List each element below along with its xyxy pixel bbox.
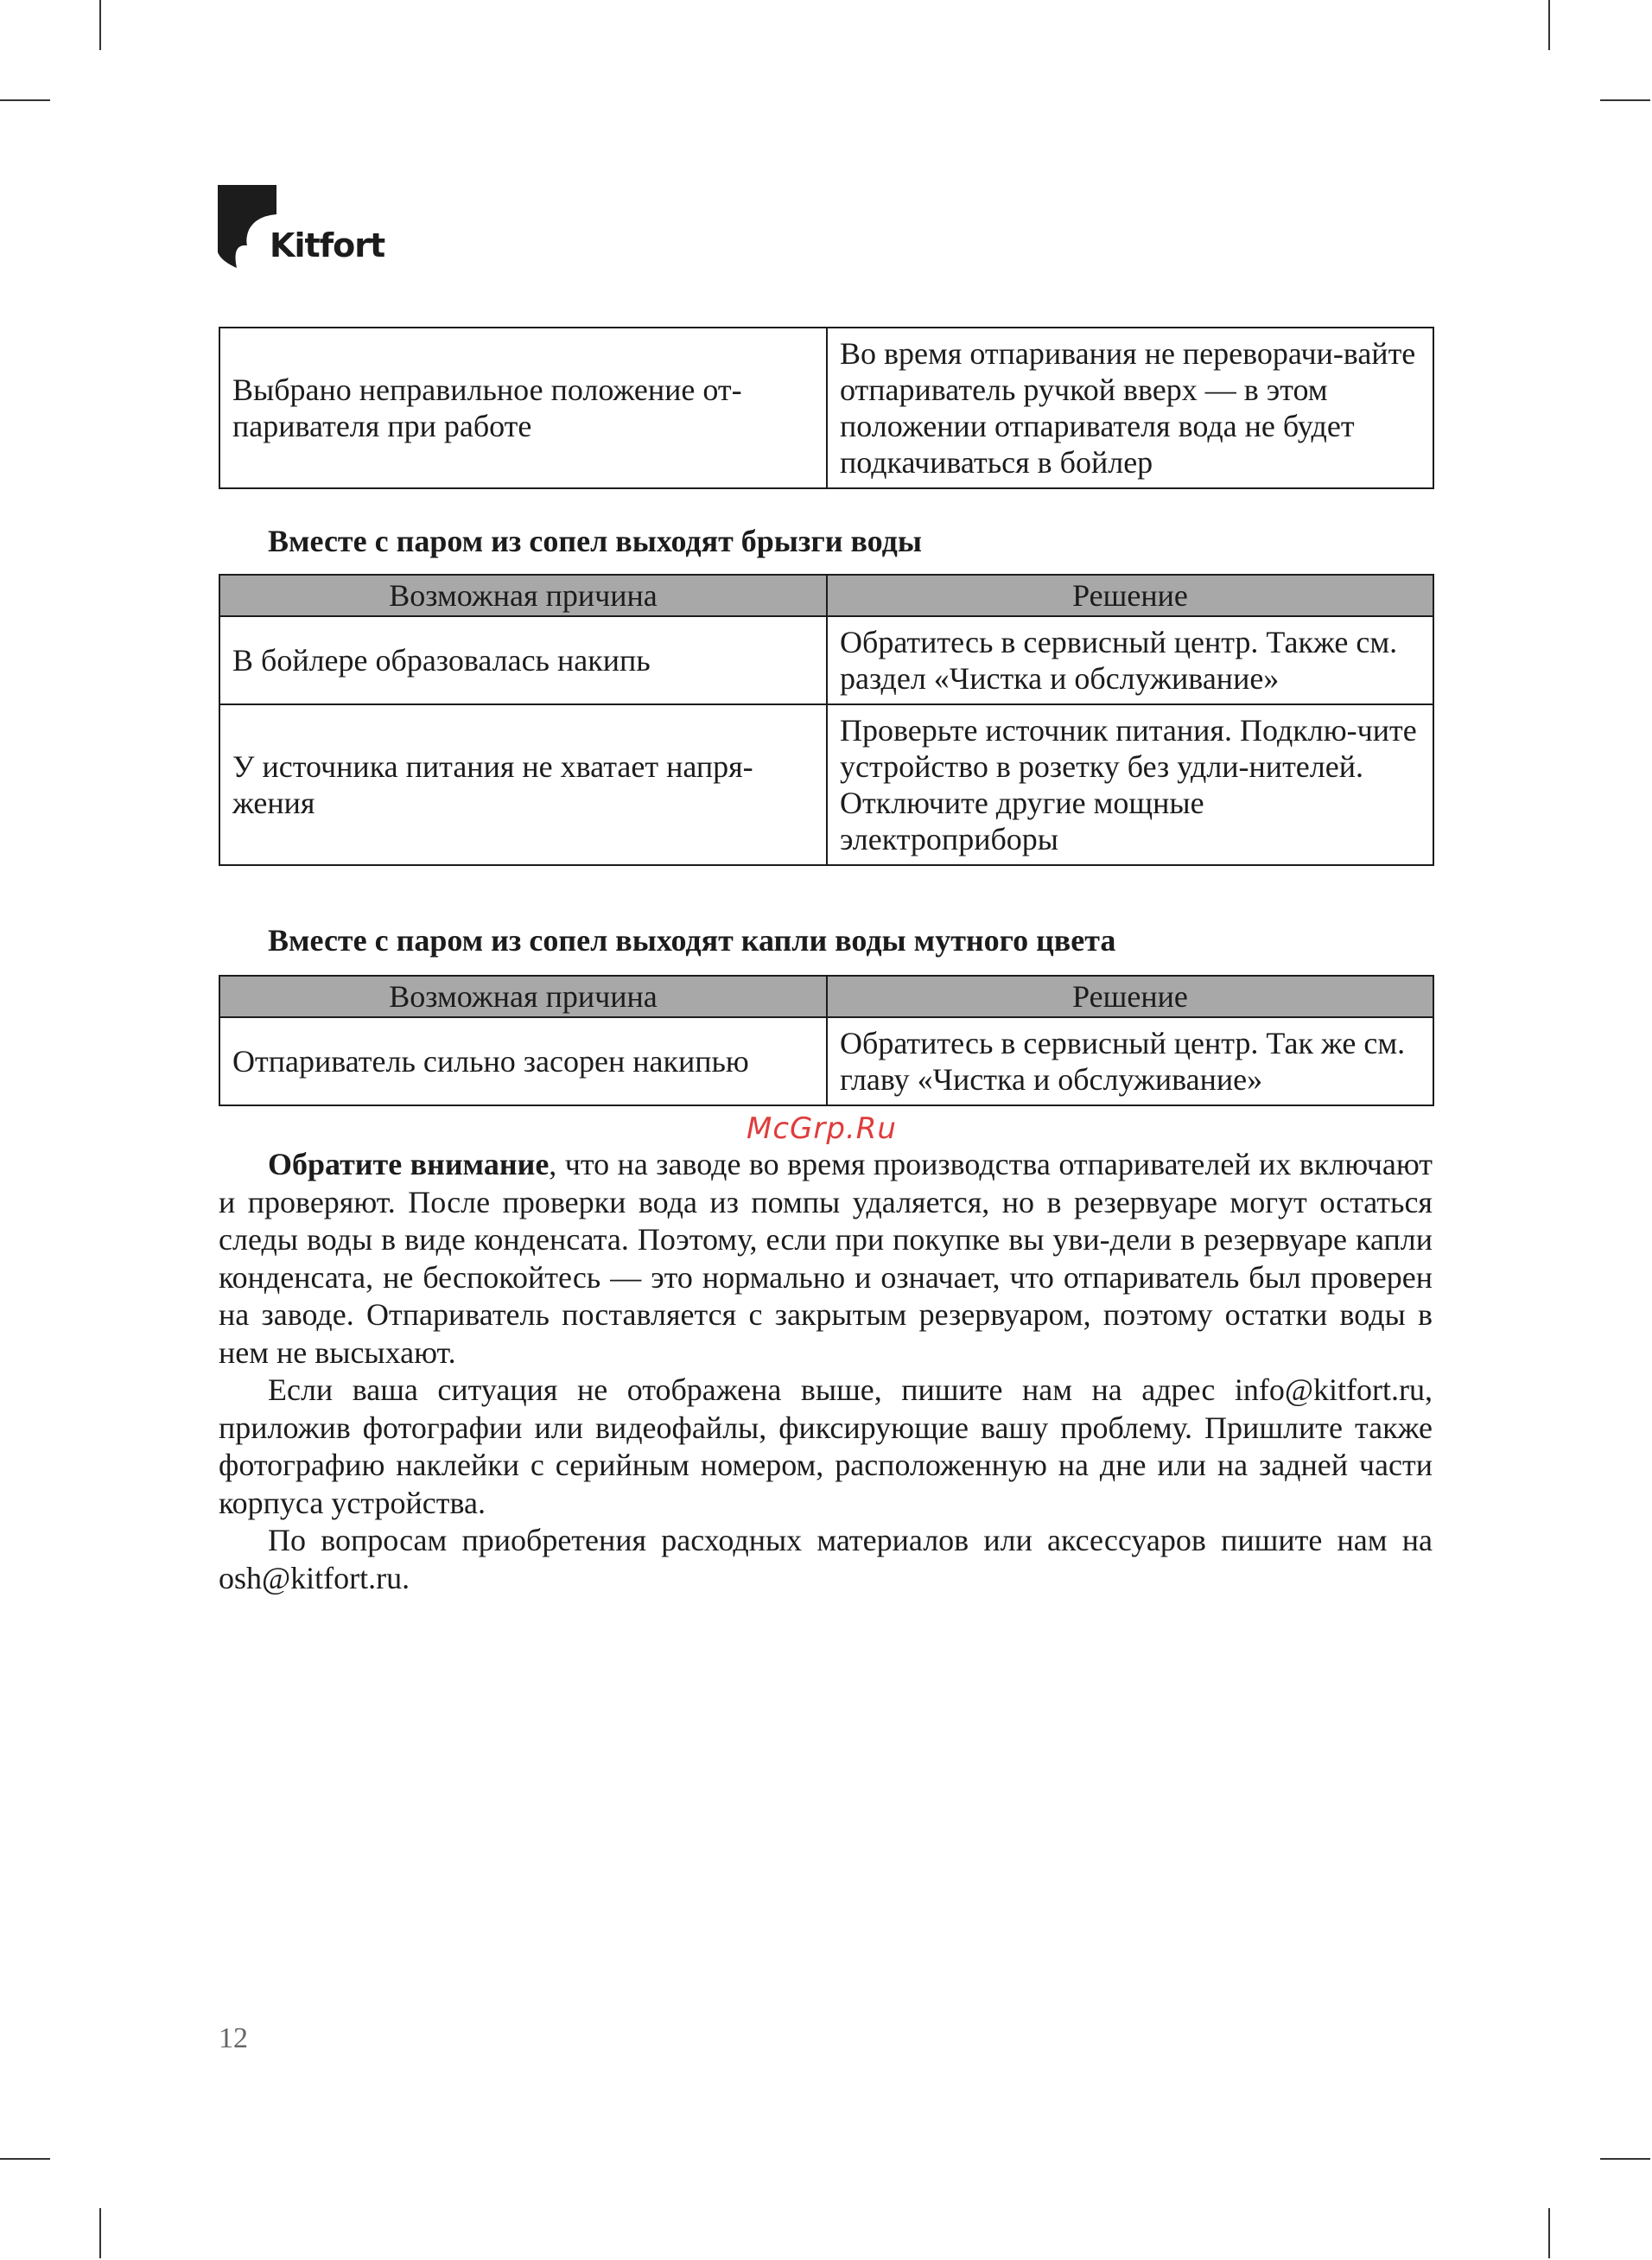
troubleshooting-table-splashes: [219, 574, 1434, 866]
solution-cell: Проверьте источник питания. Подклю-чите устройство в розетку без удли-нителей. Отключите другие мощные электроприборы: [827, 704, 1433, 865]
troubleshooting-table-cloudy-water: [219, 975, 1434, 1106]
kitfort-logo: [218, 185, 391, 271]
notes-text: [219, 1146, 1433, 1597]
column-header-solution: Решение: [827, 575, 1433, 616]
page-number: 12: [219, 2022, 248, 2054]
table-row: [219, 328, 1433, 488]
table-header-row: [219, 976, 1433, 1017]
logo-wordmark: Kitfort: [270, 226, 385, 264]
emphasis: Обратите внимание: [268, 1147, 550, 1181]
paragraph: [219, 1146, 1433, 1372]
cause-cell: Выбрано неправильное положение от-паривателя при работе: [219, 328, 827, 488]
watermark: McGrp.Ru: [747, 1111, 897, 1146]
crop-mark: [99, 2208, 101, 2258]
crop-mark: [0, 99, 50, 101]
solution-cell: Обратитесь в сервисный центр. Также см. раздел «Чистка и обслуживание»: [827, 616, 1433, 704]
column-header-cause: Возможная причина: [219, 976, 827, 1017]
crop-mark: [1548, 0, 1550, 50]
crop-mark: [1548, 2208, 1550, 2258]
table-header-row: [219, 575, 1433, 616]
crop-mark: [1600, 2158, 1650, 2160]
table-row: [219, 616, 1433, 704]
crop-mark: [99, 0, 101, 50]
solution-cell: Во время отпаривания не переворачи-вайте отпариватель ручкой вверх — в этом положении отпаривателя вода не будет подкачиваться в бойлер: [827, 328, 1433, 488]
crop-mark: [1600, 99, 1650, 101]
troubleshooting-table-continued: [219, 327, 1434, 489]
paragraph: Если ваша ситуация не отображена выше, пишите нам на адрес info@kitfort.ru, приложив фотографии или видеофайлы, фиксирующие вашу проблему. Пришлите также фотографию наклейки с серийным номером, расположенную на дне или на задней части корпуса устройства.: [219, 1372, 1433, 1520]
solution-cell: Обратитесь в сервисный центр. Так же см. главу «Чистка и обслуживание»: [827, 1017, 1433, 1105]
table-row: [219, 1017, 1433, 1105]
column-header-cause: Возможная причина: [219, 575, 827, 616]
cause-cell: В бойлере образовалась накипь: [219, 616, 827, 704]
cause-cell: Отпариватель сильно засорен накипью: [219, 1017, 827, 1105]
paragraph-text: , что на заводе во время производства отпаривателей их включают и проверяют. После проверки вода из помпы удаляется, но в резервуаре могут остаться следы воды в виде конденсата. Поэтому, если при покупке вы уви-дели в резервуаре капли конденсата, не беспокойтесь — это нормально и означает, что отпариватель был проверен на заводе. Отпариватель поставляется с закрытым резервуаром, поэтому остатки воды в нем не высыхают.: [219, 1147, 1433, 1370]
table-row: [219, 704, 1433, 865]
column-header-solution: Решение: [827, 976, 1433, 1017]
section-heading: Вместе с паром из сопел выходят капли воды мутного цвета: [268, 923, 1116, 958]
section-heading: Вместе с паром из сопел выходят брызги воды: [268, 524, 922, 558]
cause-cell: У источника питания не хватает напря-жения: [219, 704, 827, 865]
paragraph: По вопросам приобретения расходных материалов или аксессуаров пишите нам на osh@kitfort.ru.: [219, 1523, 1433, 1595]
crop-mark: [0, 2158, 50, 2160]
